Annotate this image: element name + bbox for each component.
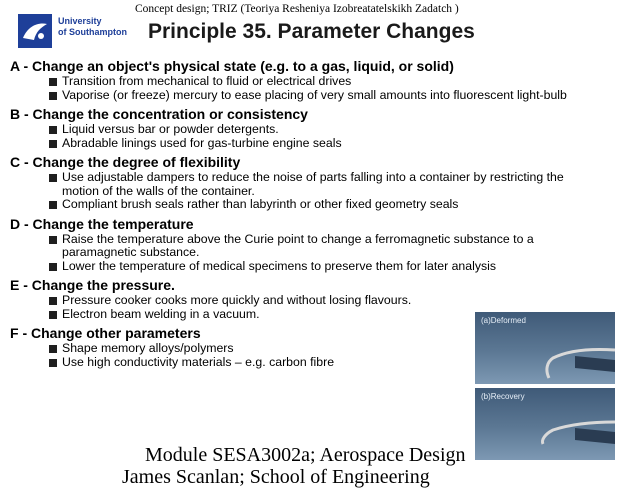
section-heading: B - Change the concentration or consistency — [10, 106, 308, 122]
list-item: Transition from mechanical to fluid or electrical drives — [10, 75, 630, 89]
list-item: Electron beam welding in a vacuum. — [10, 308, 630, 322]
bullet-square-icon — [49, 345, 57, 353]
section-d — [10, 216, 630, 274]
bullet-square-icon — [49, 201, 57, 209]
section-heading: C - Change the degree of flexibility — [10, 154, 241, 170]
bullet-square-icon — [49, 311, 57, 319]
section-a — [10, 58, 630, 102]
bullet-square-icon — [49, 236, 57, 244]
list-item: Compliant brush seals rather than labyrinth or other fixed geometry seals — [10, 198, 630, 212]
section-b — [10, 106, 630, 150]
photo-recovery — [475, 388, 615, 460]
bullet-square-icon — [49, 263, 57, 271]
list-item: Use high conductivity materials – e.g. carbon fibre — [10, 356, 630, 370]
photo-label: (a)Deformed — [481, 316, 526, 325]
photo-deformed — [475, 312, 615, 384]
bullet-square-icon — [49, 92, 57, 100]
section-c — [10, 154, 630, 212]
list-item: Vaporise (or freeze) mercury to ease placing of very small amounts into fluorescent light-bulb — [10, 89, 630, 103]
bullet-square-icon — [49, 78, 57, 86]
section-heading: D - Change the temperature — [10, 215, 194, 232]
footer-module: Module SESA3002a; Aerospace Design — [145, 444, 466, 466]
list-item: Pressure cooker cooks more quickly and without losing flavours. — [10, 294, 630, 308]
slide-subtitle: Concept design; TRIZ (Teoriya Resheniya Izobreatatelskikh Zadatch ) — [135, 3, 459, 15]
section-heading: E - Change the pressure. — [10, 277, 175, 293]
bullet-square-icon — [49, 126, 57, 134]
page-title: Principle 35. Parameter Changes — [148, 20, 475, 43]
bullet-square-icon — [49, 140, 57, 148]
university-name: University of Southampton — [58, 16, 127, 37]
section-heading: A - Change an object's physical state (e.g. to a gas, liquid, or solid) — [10, 58, 454, 74]
bullet-square-icon — [49, 174, 57, 182]
list-item: Raise the temperature above the Curie point to change a ferromagnetic substance to a paramagnetic substance. — [10, 233, 630, 260]
list-item: Abradable linings used for gas-turbine engine seals — [10, 137, 630, 151]
list-item: Lower the temperature of medical specimens to preserve them for later analysis — [10, 260, 630, 274]
list-item: Liquid versus bar or powder detergents. — [10, 123, 630, 137]
bullet-square-icon — [49, 297, 57, 305]
university-crest-icon — [18, 14, 52, 48]
list-item: Use adjustable dampers to reduce the noise of parts falling into a container by restricting the motion of the walls of the container. — [10, 171, 630, 198]
university-logo — [18, 14, 128, 50]
list-item: Shape memory alloys/polymers — [10, 342, 630, 356]
shape-memory-photos — [475, 312, 615, 460]
bullet-square-icon — [49, 359, 57, 367]
footer-author: James Scanlan; School of Engineering — [122, 466, 430, 488]
section-heading: F - Change other parameters — [10, 325, 201, 341]
photo-label: (b)Recovery — [481, 392, 525, 401]
